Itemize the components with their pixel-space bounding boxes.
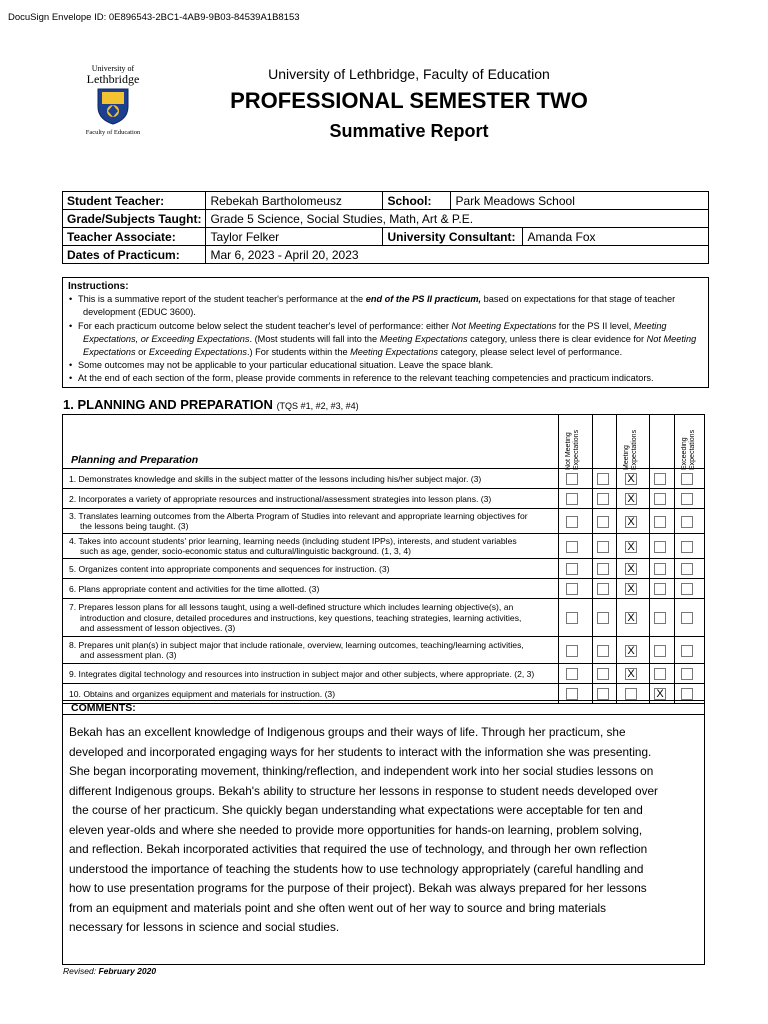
rating-checkbox[interactable] (597, 563, 609, 575)
outcome-text (69, 669, 549, 680)
rating-checkbox[interactable]: X (625, 612, 637, 624)
comments-heading: COMMENTS: (62, 700, 705, 715)
rating-checkbox[interactable] (566, 688, 578, 700)
outcome-row (62, 599, 705, 637)
rating-checkbox[interactable] (597, 473, 609, 485)
rating-checkbox[interactable]: X (625, 493, 637, 505)
outcome-line: introduction and closure, detailed procedures and instructions, key questions, teaching strategies, learning activities, (80, 612, 522, 623)
instructions-box (62, 277, 709, 388)
rating-checkbox[interactable]: X (625, 645, 637, 657)
rating-checkbox[interactable] (566, 645, 578, 657)
outcome-text (69, 584, 549, 595)
rating-checkbox[interactable] (566, 612, 578, 624)
col-exceeding: Exceeding Expectations (681, 429, 696, 470)
rating-checkbox[interactable] (597, 516, 609, 528)
outcome-row (62, 637, 705, 664)
comment-line: eleven year-olds and where she needed to provide more opportunities for hands-on learning, problem solving, (69, 822, 643, 837)
rating-checkbox[interactable] (681, 612, 693, 624)
rating-checkbox[interactable]: X (625, 541, 637, 553)
rating-checkbox[interactable] (566, 493, 578, 505)
rating-checkbox[interactable] (597, 583, 609, 595)
outcome-line: 9. Integrates digital technology and resources into instruction in subject major and other subjects, where appropriate. (2, 3) (69, 668, 535, 679)
outcome-row (62, 559, 705, 579)
docusign-envelope-id: DocuSign Envelope ID: 0E896543-2BC1-4AB9-9B03-84539A1B8153 (8, 12, 300, 23)
rating-checkbox[interactable] (681, 688, 693, 700)
rating-checkbox[interactable] (681, 541, 693, 553)
student-teacher-value: Rebekah Bartholomeusz (206, 192, 383, 210)
rating-checkbox[interactable] (566, 563, 578, 575)
rating-checkbox[interactable] (597, 688, 609, 700)
grade-value: Grade 5 Science, Social Studies, Math, Art & P.E. (206, 210, 709, 228)
grade-label: Grade/Subjects Taught: (63, 210, 206, 228)
comment-line: the course of her practicum. She quickly began understanding what expectations were acceptable for ten and (69, 803, 643, 817)
rating-checkbox[interactable] (681, 473, 693, 485)
instruction-3: • Some outcomes may not be applicable to your particular educational situation. Leave the space blank. (78, 359, 703, 372)
logo-line-2: Lethbridge (86, 72, 140, 86)
instructions-heading: Instructions: (68, 281, 129, 292)
outcome-row (62, 534, 705, 559)
logo-line-3: Faculty of Education (85, 129, 141, 136)
comment-line: developed and incorporated engaging ways for her students to interact with the information she was presenting. (69, 744, 652, 759)
outcome-text (69, 511, 549, 533)
rating-checkbox[interactable] (654, 516, 666, 528)
comment-line: different Indigenous groups. Bekah's ability to structure her lessons in response to student needs developed over (69, 783, 658, 798)
outcome-row (62, 489, 705, 509)
revised-note: Revised: February 2020 (63, 966, 157, 976)
comment-line: how to use presentation programs for the purpose of their project). Bekah was always prepared for her lessons (69, 881, 647, 895)
comment-line: from an equipment and materials point and she often went out of her way to source and bring materials (69, 900, 607, 915)
outcome-line: the lessons being taught. (3) (80, 521, 189, 532)
school-label: School: (383, 192, 451, 210)
rating-checkbox[interactable] (597, 493, 609, 505)
section-heading (63, 397, 359, 412)
outcome-line: and assessment of lesson objectives. (3) (80, 623, 236, 634)
student-info-table (62, 191, 709, 264)
instruction-4: • At the end of each section of the form, please provide comments in reference to the relevant teaching competencies and practicum indicators. (78, 372, 703, 385)
outcome-row (62, 509, 705, 534)
outcome-line: 10. Obtains and organizes equipment and materials for instruction. (3) (69, 688, 336, 699)
rating-checkbox[interactable] (681, 583, 693, 595)
outcome-line: 2. Incorporates a variety of appropriate resources and instructional/assessment strategies into lesson plans. (3) (69, 493, 492, 504)
university-consultant-label: University Consultant: (383, 228, 523, 246)
outcome-line: 6. Plans appropriate content and activities for the time allotted. (3) (69, 583, 320, 594)
outcome-row (62, 664, 705, 684)
rating-checkbox[interactable] (681, 516, 693, 528)
teacher-associate-label: Teacher Associate: (63, 228, 206, 246)
rating-checkbox[interactable] (654, 612, 666, 624)
university-consultant-value: Amanda Fox (523, 228, 709, 246)
rating-checkbox[interactable] (566, 516, 578, 528)
section-tqs: (TQS #1, #2, #3, #4) (276, 401, 359, 411)
rating-checkbox[interactable]: X (625, 668, 637, 680)
faculty-heading: University of Lethbridge, Faculty of Education (268, 66, 550, 82)
col-meeting: Meeting Expectations (623, 429, 638, 470)
outcome-text (69, 602, 549, 634)
rating-checkbox[interactable] (654, 583, 666, 595)
outcome-row (62, 579, 705, 599)
rating-checkbox[interactable] (654, 493, 666, 505)
rating-checkbox[interactable] (654, 563, 666, 575)
section-title: 1. PLANNING AND PREPARATION (63, 397, 273, 412)
outcome-line: 4. Takes into account students' prior learning, learning needs (including student IPPs), interests, and student variables (69, 535, 517, 546)
instruction-1: • This is a summative report of the student teacher's performance at the end of the PS II practicum, based on expectations for that stage of teacher development (EDUC 3600). (78, 293, 703, 319)
rating-checkbox[interactable]: X (625, 473, 637, 485)
outcome-text (69, 564, 549, 575)
rating-checkbox[interactable] (597, 668, 609, 680)
outcome-text (69, 689, 549, 700)
rating-checkbox[interactable] (566, 473, 578, 485)
rating-checkbox[interactable] (681, 668, 693, 680)
rating-checkbox[interactable] (566, 583, 578, 595)
comments-box (62, 715, 705, 965)
report-title: PROFESSIONAL SEMESTER TWO (230, 88, 588, 113)
rating-checkbox[interactable] (625, 688, 637, 700)
school-value: Park Meadows School (451, 192, 709, 210)
outcome-text (69, 640, 549, 662)
rating-checkbox[interactable]: X (625, 583, 637, 595)
outcome-text (69, 494, 549, 505)
rating-checkbox[interactable] (681, 563, 693, 575)
rating-checkbox[interactable] (654, 645, 666, 657)
rating-checkbox[interactable]: X (625, 563, 637, 575)
rating-checkbox[interactable] (597, 541, 609, 553)
rating-checkbox[interactable] (566, 668, 578, 680)
logo-line-1: University of (91, 64, 135, 73)
comment-line: Bekah has an excellent knowledge of Indigenous groups and their ways of life. Through her practicum, she (69, 725, 626, 739)
outcome-line: 1. Demonstrates knowledge and skills in the subject matter of the lessons including his/her subject major. (3) (69, 473, 482, 484)
outcome-line: 7. Prepares lesson plans for all lessons taught, using a well-defined structure which includes learning objective(s), an (69, 601, 514, 612)
teacher-associate-value: Taylor Felker (206, 228, 383, 246)
rating-checkbox[interactable] (566, 541, 578, 553)
rating-checkbox[interactable] (681, 645, 693, 657)
rating-checkbox[interactable] (654, 473, 666, 485)
comment-line: necessary for lessons in science and social studies. (69, 920, 340, 934)
outcome-line: 5. Organizes content into appropriate components and sequences for instruction. (3) (69, 563, 390, 574)
student-teacher-label: Student Teacher: (63, 192, 206, 210)
report-subtitle: Summative Report (329, 121, 489, 141)
planning-table-header (62, 414, 705, 469)
outcome-text (69, 474, 549, 485)
outcome-line: 8. Prepares unit plan(s) in subject major that include rationale, overview, learning outcomes, teaching/learning activities, (69, 639, 524, 650)
dates-value: Mar 6, 2023 - April 20, 2023 (206, 246, 709, 264)
dates-label: Dates of Practicum: (63, 246, 206, 264)
outcome-text (69, 536, 549, 558)
comment-line: and reflection. Bekah incorporated activities that required the use of technology, and through her own reflection (69, 842, 648, 856)
col-not-meeting: Not Meeting Expectations (565, 429, 580, 470)
outcome-line: 3. Translates learning outcomes from the Alberta Program of Studies into relevant and appropriate learning objectives for (69, 510, 528, 521)
rating-checkbox[interactable]: X (625, 516, 637, 528)
rating-checkbox[interactable] (597, 612, 609, 624)
rating-checkbox[interactable] (597, 645, 609, 657)
comment-line: She began incorporating movement, thinking/reflection, and independent work into her social studies lessons on (69, 764, 654, 778)
outcome-line: such as age, gender, socio-economic status and cultural/linguistic background. (1, 3, 4) (80, 546, 412, 557)
rating-checkbox[interactable] (654, 541, 666, 553)
rating-checkbox[interactable] (681, 493, 693, 505)
rating-checkbox[interactable]: X (654, 688, 666, 700)
outcome-row (62, 469, 705, 489)
comment-line: understood the importance of teaching the students how to use technology appropriately (careful handling and (69, 861, 644, 876)
planning-header-label: Planning and Preparation (71, 454, 199, 466)
instruction-2: • For each practicum outcome below select the student teacher's level of performance: either Not Meeting Expectations for the PS II level, Meeting Expectations, or Exceeding Expectations. (Most students will fall into the Meeting Expectations category, unless there is clear evidence for Not Meeting Expectations or Exceeding Expectations.) For students within the Meeting Expectations category, please select level of performance. (78, 320, 703, 360)
rating-checkbox[interactable] (654, 668, 666, 680)
outcome-line: and assessment plan. (3) (80, 650, 177, 661)
